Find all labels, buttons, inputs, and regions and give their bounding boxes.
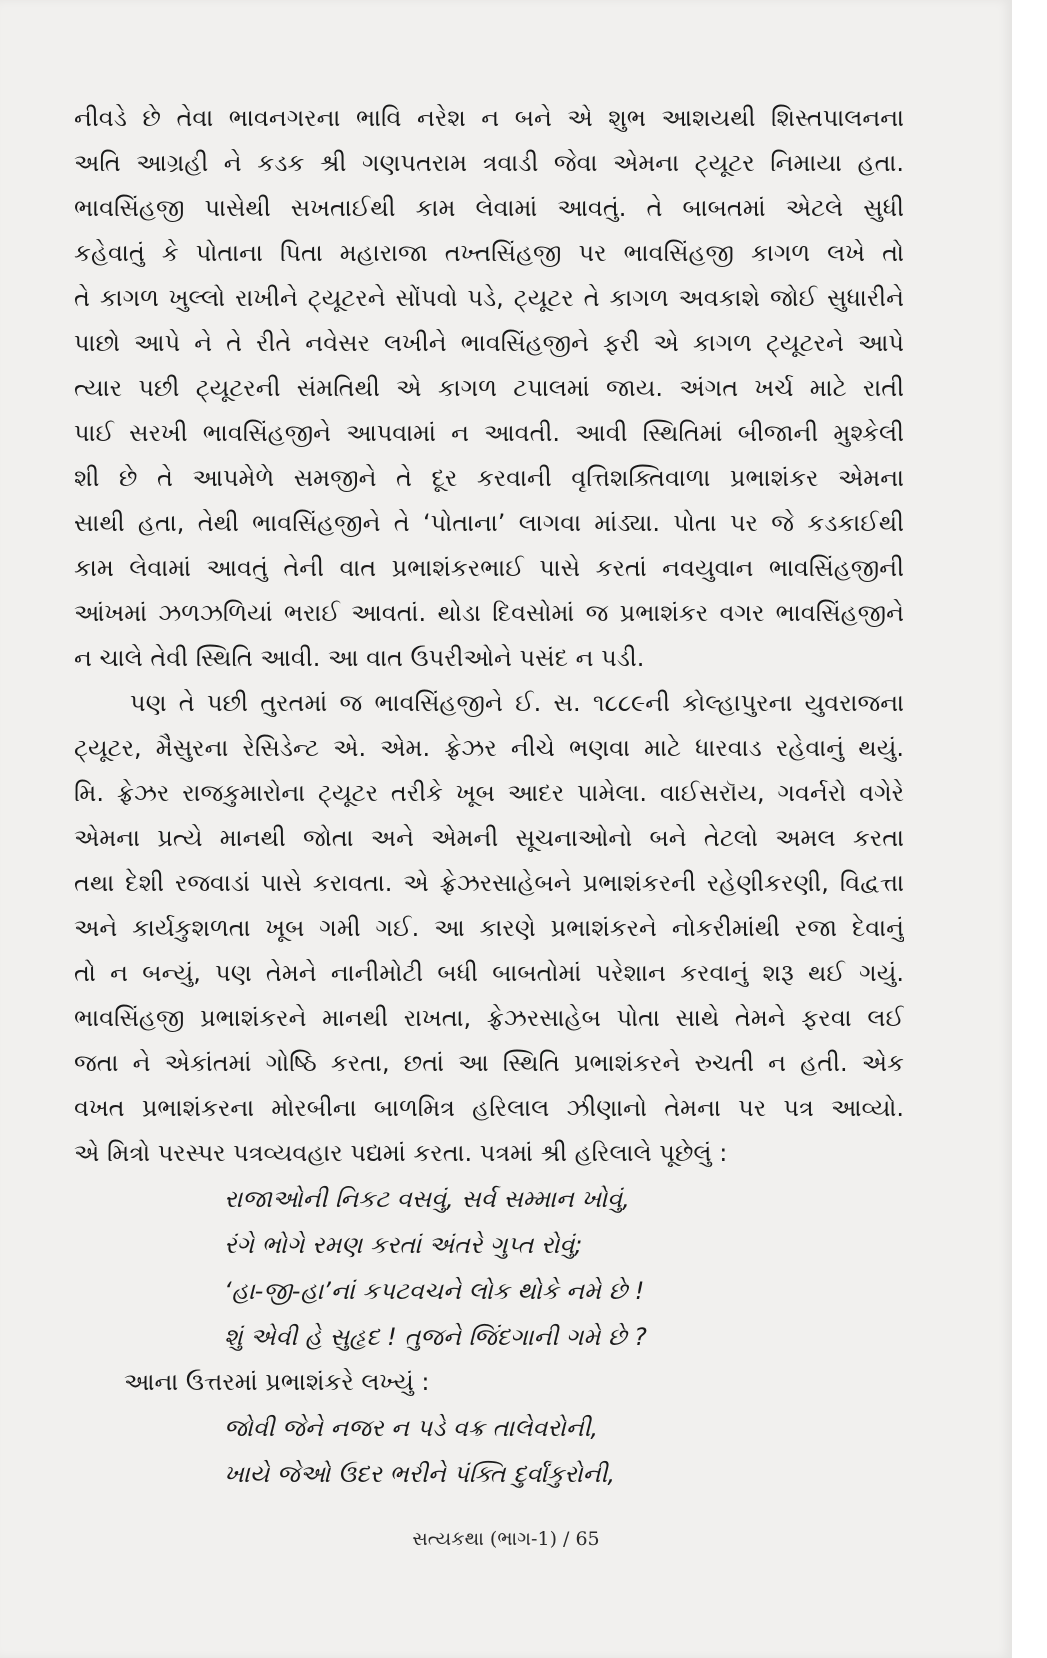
text-line: તો ન બન્યું, પણ તેમને નાનીમોટી બધી બાબતોમાં પરેશાન કરવાનું શરૂ થઈ ગયું. (74, 959, 904, 987)
page-margin (1012, 0, 1047, 1658)
page-body (74, 96, 904, 1497)
poem-stanza-1 (224, 1176, 904, 1360)
text-line: શી છે તે આપમેળે સમજીને તે દૂર કરવાની વૃત્તિશક્તિવાળા પ્રભાશંકર એમના (74, 464, 904, 492)
poem-line: રાજાઓની નિકટ વસવું, સર્વ સમ્માન ખોવું, (224, 1185, 630, 1213)
paragraph-2 (74, 681, 904, 1176)
poem-line: શું એવી હે સુહૃદ ! તુજને જિંદગાની ગમે છે ? (224, 1323, 647, 1351)
text-line: વખત પ્રભાશંકરના મોરબીના બાળમિત્ર હરિલાલ ઝીણાનો તેમના પર પત્ર આવ્યો. (74, 1094, 904, 1122)
text-line: સાથી હતા, તેથી ભાવસિંહજીને તે ‘પોતાના’ લાગવા માંડ્યા. પોતા પર જે કડકાઈથી (74, 509, 904, 537)
text-line: મિ. ફ્રેઝર રાજકુમારોના ટ્યૂટર તરીકે ખૂબ આદર પામેલા. વાઈસરૉય, ગવર્નરો વગેરે (74, 779, 904, 807)
text-line: પાછો આપે ને તે રીતે નવેસર લખીને ભાવસિંહજીને ફરી એ કાગળ ટ્યૂટરને આપે (74, 329, 904, 357)
text-line: કામ લેવામાં આવતું તેની વાત પ્રભાશંકરભાઈ પાસે કરતાં નવયુવાન ભાવસિંહજીની (74, 554, 904, 582)
poem-line: ખાયે જેઓ ઉદર ભરીને પંક્તિ દુર્વાંકુરોની, (224, 1460, 615, 1488)
poem-line: રંગે ભોગે રમણ કરતાં અંતરે ગુપ્ત રોવું; (224, 1231, 583, 1259)
text-line: પણ તે પછી તુરતમાં જ ભાવસિંહજીને ઈ. સ. ૧૮૮૯ની કોલ્હાપુરના યુવરાજના (130, 689, 904, 717)
page-footer: સત્યકથા (ભાગ-1) / 65 (412, 1528, 600, 1550)
poem-line: જોવી જેને નજર ન પડે વક્ર તાલેવરોની, (224, 1414, 599, 1442)
reply-intro: આના ઉત્તરમાં પ્રભાશંકરે લખ્યું : (124, 1368, 430, 1396)
text-line: જતા ને એકાંતમાં ગોષ્ઠિ કરતા, છતાં આ સ્થિતિ પ્રભાશંકરને રુચતી ન હતી. એક (74, 1049, 904, 1077)
text-line: પાઈ સરખી ભાવસિંહજીને આપવામાં ન આવતી. આવી સ્થિતિમાં બીજાની મુશ્કેલી (74, 419, 904, 447)
text-line: તે કાગળ ખુલ્લો રાખીને ટ્યૂટરને સોંપવો પડે, ટ્યૂટર તે કાગળ અવકાશે જોઈ સુધારીને (74, 284, 904, 312)
text-line: કહેવાતું કે પોતાના પિતા મહારાજા તખ્તસિંહજી પર ભાવસિંહજી કાગળ લખે તો (74, 239, 904, 267)
text-line: ન ચાલે તેવી સ્થિતિ આવી. આ વાત ઉપરીઓને પસંદ ન પડી. (74, 644, 645, 672)
text-line: આંખમાં ઝળઝળિયાં ભરાઈ આવતાં. થોડા દિવસોમાં જ પ્રભાશંકર વગર ભાવસિંહજીને (74, 599, 904, 627)
text-line: ભાવસિંહજી પાસેથી સખતાઈથી કામ લેવામાં આવતું. તે બાબતમાં એટલે સુધી (74, 194, 904, 222)
text-line: એ મિત્રો પરસ્પર પત્રવ્યવહાર પદ્યમાં કરતા. પત્રમાં શ્રી હરિલાલે પૂછેલું : (74, 1139, 728, 1167)
text-line: ભાવસિંહજી પ્રભાશંકરને માનથી રાખતા, ફ્રેઝરસાહેબ પોતા સાથે તેમને ફરવા લઈ (74, 1004, 904, 1032)
text-line: અને કાર્યકુશળતા ખૂબ ગમી ગઈ. આ કારણે પ્રભાશંકરને નોકરીમાંથી રજા દેવાનું (74, 914, 904, 942)
text-line: અતિ આગ્રહી ને કડક શ્રી ગણપતરામ ત્રવાડી જેવા એમના ટ્યૂટર નિમાયા હતા. (74, 149, 904, 177)
poem-line: ‘હા-જી-હા’નાં કપટવચને લોક થોકે નમે છે ! (224, 1277, 645, 1305)
poem-stanza-2 (224, 1405, 904, 1497)
text-line: નીવડે છે તેવા ભાવનગરના ભાવિ નરેશ ન બને એ શુભ આશયથી શિસ્તપાલનના (74, 104, 904, 132)
paragraph-1 (74, 96, 904, 681)
text-line: એમના પ્રત્યે માનથી જોતા અને એમની સૂચનાઓનો બને તેટલો અમલ કરતા (74, 824, 904, 852)
text-line: ત્યાર પછી ટ્યૂટરની સંમતિથી એ કાગળ ટપાલમાં જાય. અંગત ખર્ચ માટે રાતી (74, 374, 904, 402)
text-line: ટ્યૂટર, મૈસુરના રેસિડેન્ટ એ. એમ. ફ્રેઝર નીચે ભણવા માટે ધારવાડ રહેવાનું થયું. (74, 734, 904, 762)
text-line: તથા દેશી રજવાડાં પાસે કરાવતા. એ ફ્રેઝરસાહેબને પ્રભાશંકરની રહેણીકરણી, વિદ્વત્તા (74, 869, 904, 897)
